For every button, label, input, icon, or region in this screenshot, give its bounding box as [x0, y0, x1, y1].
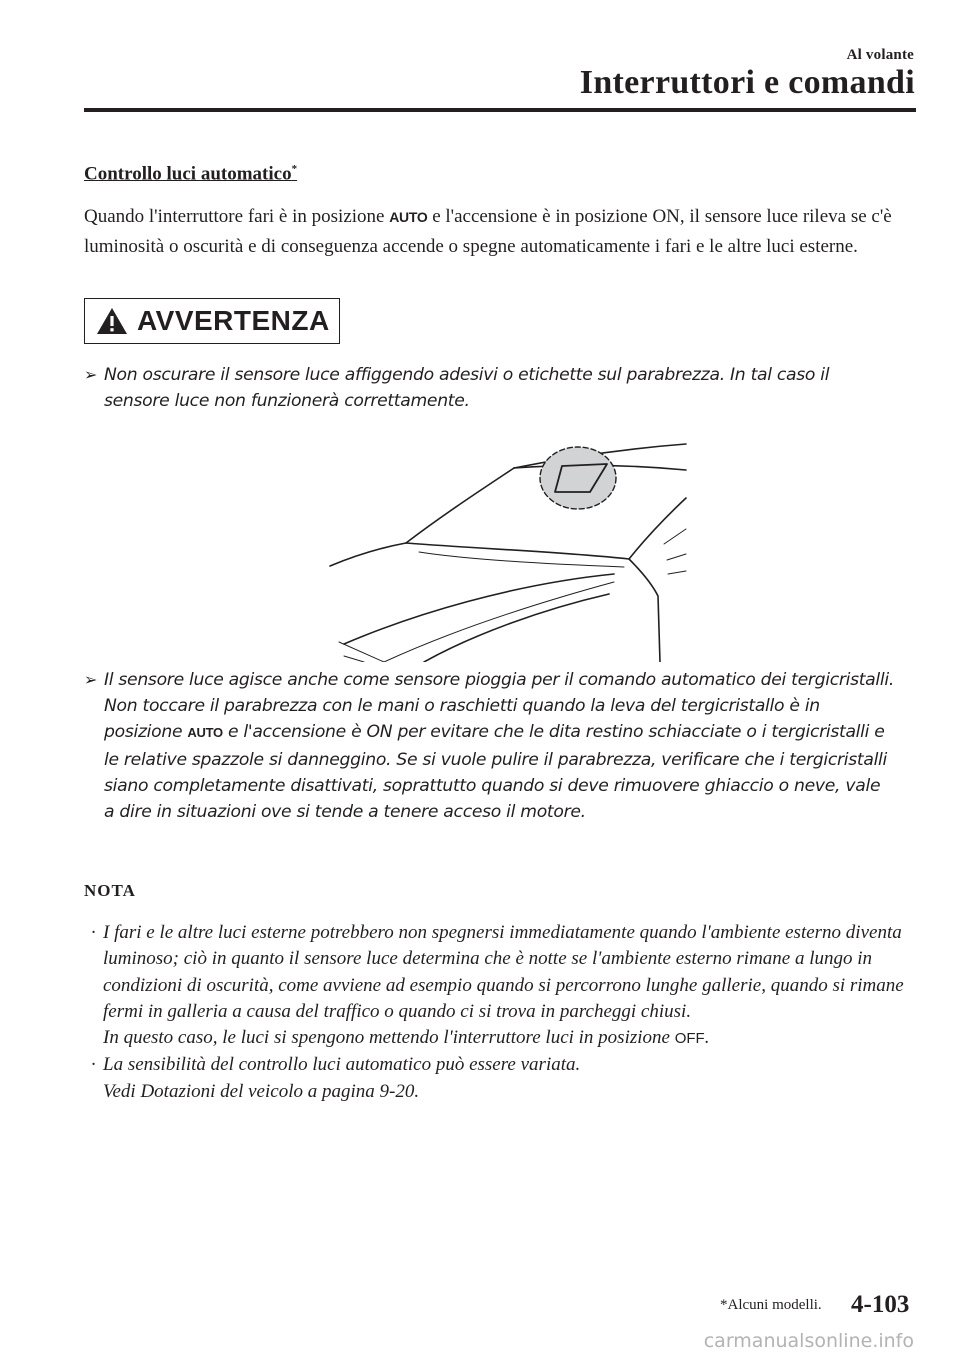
- note-item-end: .: [704, 1027, 710, 1049]
- off-label: OFF: [674, 1030, 705, 1048]
- watermark: carmanualsonline.info: [703, 1330, 914, 1352]
- note-item-extra: In questo caso, le luci si spengono mettendo l'interruttore luci in posizione: [103, 1027, 675, 1049]
- warning-text-start: Il sensore luce agisce anche come sensore pioggia per il comando automatico dei tergicristalli. Non toccare il parabrezza con le mani o raschietti quando la leva del tergicristallo è in posizione: [104, 670, 895, 743]
- front-corner: [339, 642, 384, 662]
- page-number: 4-103: [851, 1291, 910, 1318]
- section-title: [84, 163, 297, 185]
- hood-line: [344, 574, 614, 644]
- mirror-lines: [664, 529, 686, 574]
- warning-title: AVVERTENZA: [137, 305, 330, 336]
- warning-triangle-icon: [95, 306, 129, 336]
- warning-text-end: e l'accensione è ON per evitare che le dita restino schiacciate o i tergicristalli e le relative spazzole si danneggino. Se si vuole pulire il parabrezza, verificare che i tergicristalli siano completamente disattivati, soprattutto quando si deve rimuovere ghiaccio o neve, vale a dire in situazioni ove si tende a tenere acceso il motore.: [104, 722, 888, 823]
- note-item-body: [103, 1052, 924, 1105]
- note-item-text: I fari e le altre luci esterne potrebbero non spegnersi immediatamente quando l'ambiente esterno diventa luminoso; ciò in quanto il sensore luce determina che è notte se l'ambiente esterno rimane a lungo in condizioni di oscurità, come avviene ad esempio quando si percorrono lunghe gallerie, quando si rimane fermi in galleria a causa del traffico o quando ci si trova in parcheggi chiusi.: [103, 922, 904, 1022]
- note-item-body: [103, 920, 924, 1052]
- windshield-sensor-illustration: [324, 434, 690, 662]
- header-section-label: Al volante: [846, 47, 914, 63]
- hood-crease: [419, 552, 624, 567]
- section-title-text: Controllo luci automatico: [84, 163, 292, 185]
- note-item: [84, 1052, 924, 1105]
- note-item: [84, 920, 924, 1052]
- bullet-dot-icon: ·: [90, 1054, 97, 1076]
- note-item-text: La sensibilità del controllo luci automatico può essere variata.: [103, 1054, 581, 1076]
- asterisk-mark: *: [291, 163, 298, 175]
- hood-left: [330, 543, 406, 566]
- warning-item: [84, 667, 894, 825]
- windshield-top-edge: [406, 468, 514, 543]
- note-label: NOTA: [84, 881, 136, 900]
- arrow-bullet-icon: ➢: [84, 670, 98, 689]
- arrow-bullet-icon: ➢: [84, 365, 98, 384]
- windshield-bottom-edge: [406, 543, 629, 559]
- warning-box: [84, 298, 340, 344]
- note-page-reference: Vedi Dotazioni del veicolo a pagina 9-20.: [103, 1080, 420, 1102]
- note-list: [84, 920, 924, 1105]
- a-pillar-inner: [629, 559, 660, 662]
- bullet-dot-icon: ·: [90, 922, 97, 943]
- auto-label: AUTO: [389, 209, 428, 225]
- footer-note: *Alcuni modelli.: [720, 1297, 822, 1313]
- header-divider: [84, 108, 916, 112]
- body-text-end: e l'accensione è in posizione ON, il sensore luce rileva se c'è luminosità o oscurità e di conseguenza accende o spegne automaticamente i fari e le altre luci esterne.: [84, 206, 892, 257]
- warning-item-text: [104, 667, 894, 825]
- warning-item-text: Non oscurare il sensore luce affiggendo adesivi o etichette sul parabrezza. In tal caso il sensore luce non funzionerà correttamente.: [104, 365, 830, 412]
- body-paragraph: [84, 202, 924, 261]
- warning-item: [84, 362, 894, 414]
- header-title: Interruttori e comandi: [579, 64, 915, 101]
- body-text-start: Quando l'interruttore fari è in posizione: [84, 206, 390, 227]
- a-pillar: [629, 498, 686, 559]
- hood-line-2: [424, 594, 609, 662]
- auto-label: AUTO: [187, 725, 223, 741]
